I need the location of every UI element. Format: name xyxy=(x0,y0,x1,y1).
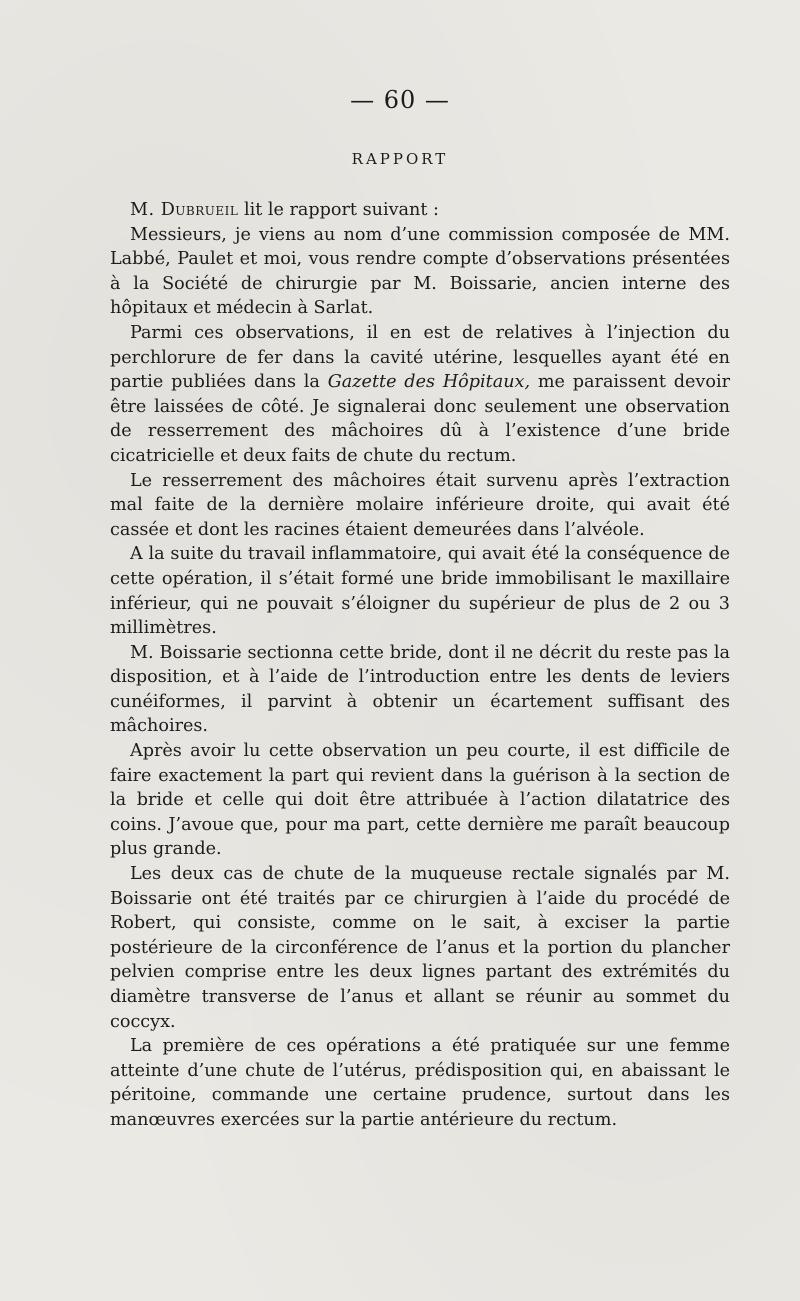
paragraph-3: Le resserrement des mâchoires était survenu après l’extraction mal faite de la dernière molaire inférieure droite, qui avait été cassée et dont les racines étaient demeurées dans l’alvéole. xyxy=(110,470,730,540)
report-body xyxy=(110,198,730,1133)
intro-line xyxy=(110,198,730,223)
paragraph-1: Messieurs, je viens au nom d’une commission composée de MM. Labbé, Paulet et moi, vous rendre compte d’observations présentées à la Société de chirurgie par M. Boissarie, ancien interne des hôpitaux et médecin à Sarlat. xyxy=(110,224,730,319)
paragraph-2-after: me paraissent devoir être laissées de côté. Je signalerai donc seulement une observation de resserrement des mâchoires dû à l’existence d’une bride cicatricielle et deux faits de chute du rectum. xyxy=(110,372,730,466)
paragraph-7: Les deux cas de chute de la muqueuse rectale signalés par M. Boissarie ont été traités par ce chirurgien à l’aide du procédé de Robert, qui consiste, comme on le sait, à exciser la partie postérieure de la circonférence de l’anus et la portion du plancher pelvien comprise entre les deux lignes partant des extrémités du diamètre transverse de l’anus et allant se réunir au sommet du coccyx. xyxy=(110,864,730,1032)
paragraph-6: Après avoir lu cette observation un peu courte, il est difficile de faire exactement la part qui revient dans la guérison à la section de la bride et celle qui doit être attribuée à l’action dilatatrice des coins. J’avoue que, pour ma part, cette dernière me paraît beaucoup plus grande. xyxy=(110,741,730,860)
paragraph-5: M. Boissarie sectionna cette bride, dont il ne décrit du reste pas la disposition, et à l’aide de l’introduction entre les dents de leviers cunéiformes, il parvint à obtenir un écartement suffisant des mâchoires. xyxy=(110,642,730,737)
paragraph-2 xyxy=(110,321,730,469)
journal-title: Gazette des Hôpitaux, xyxy=(327,372,531,393)
paragraph-4: A la suite du travail inflammatoire, qui avait été la conséquence de cette opération, il s’était formé une bride immobilisant le maxillaire inférieur, qui ne pouvait s’éloigner du supérieur de plus de 2 ou 3 millimètres. xyxy=(110,544,730,639)
section-title: RAPPORT xyxy=(351,150,449,168)
intro-text: lit le rapport suivant : xyxy=(243,200,439,220)
paragraph-8: La première de ces opérations a été pratiquée sur une femme atteinte d’une chute de l’utérus, prédisposition qui, en abaissant le péritoine, commande une certaine prudence, surtout dans les manœuvres exercées sur la partie antérieure du rectum. xyxy=(110,1036,730,1130)
paragraph-2-before: Parmi ces observations, il en est de relatives à l’injection du perchlorure de fer dans la cavité utérine, lesquelles ayant été en partie publiées dans la xyxy=(110,322,730,393)
speaker-name: M. Dubrueil xyxy=(130,200,239,220)
page-number: — 60 — xyxy=(350,86,450,114)
